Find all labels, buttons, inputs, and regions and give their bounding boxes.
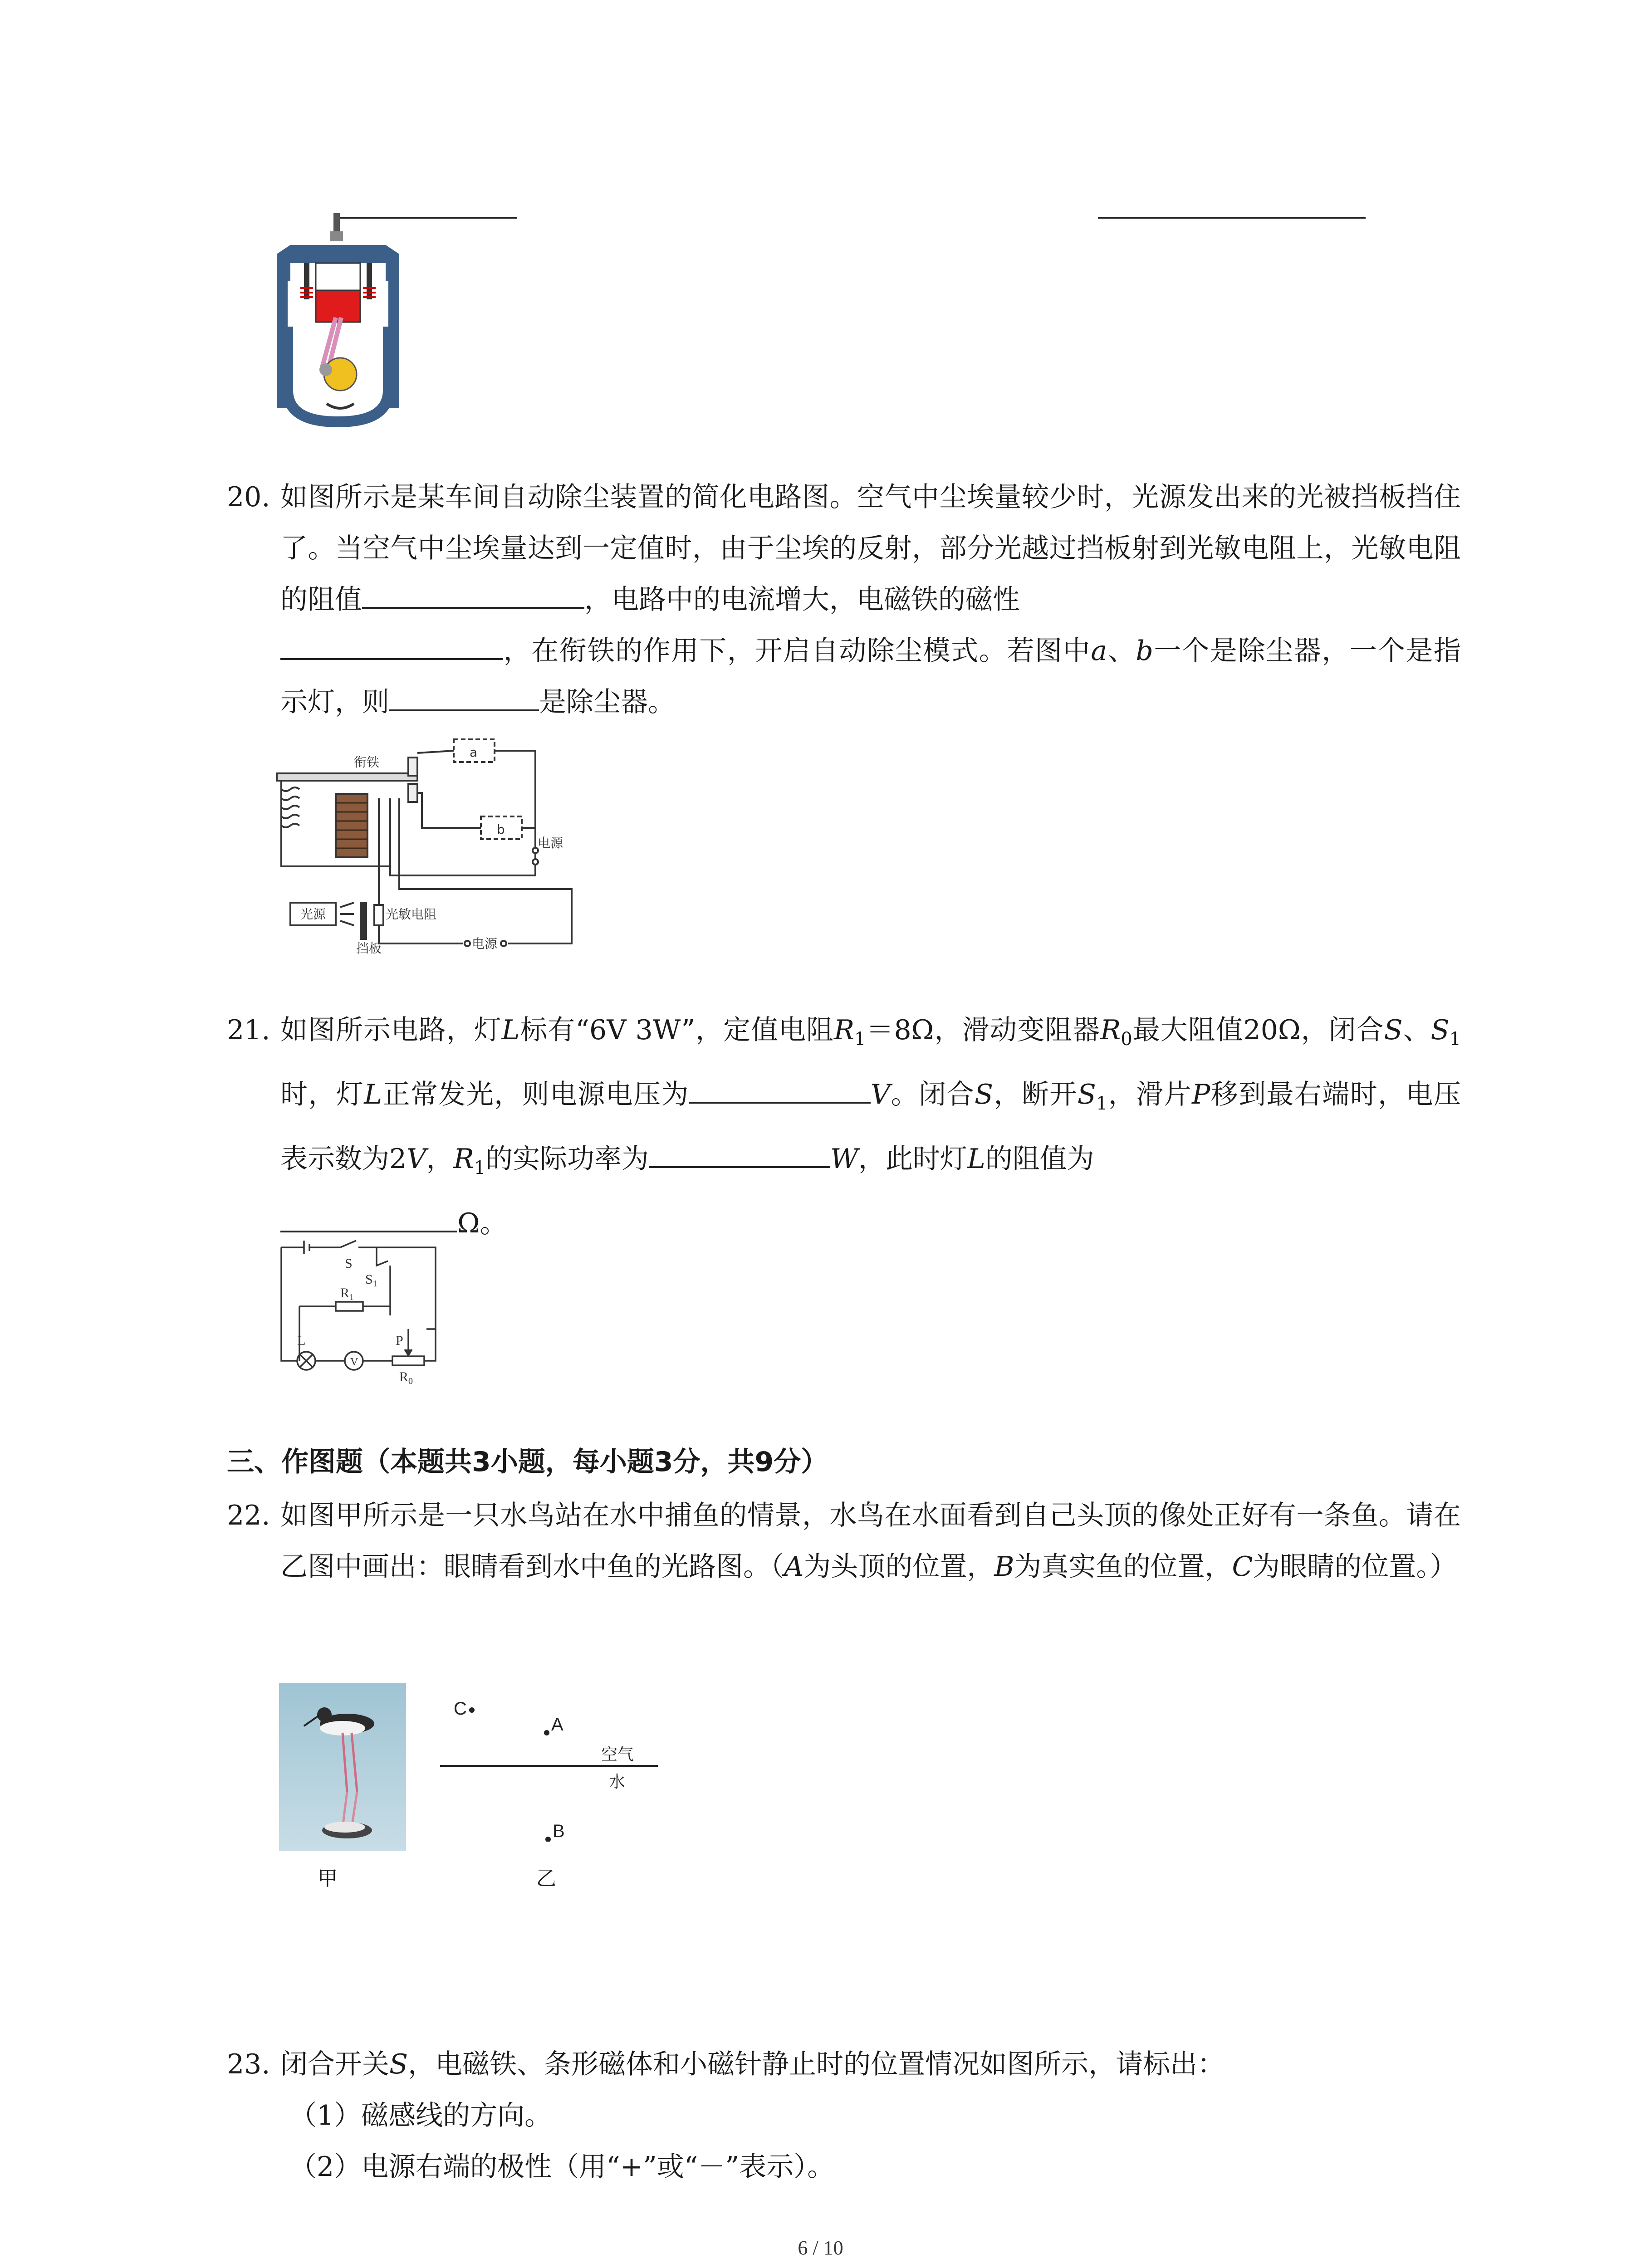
- question-21: [227, 1002, 1461, 1251]
- label-S1: $S_1$: [365, 1272, 377, 1289]
- q20-blank-3[interactable]: [389, 679, 539, 711]
- point-A: [544, 1730, 549, 1735]
- label-ldr: 光敏电阻: [386, 907, 437, 922]
- q21-text: 的实际功率为: [485, 1143, 649, 1175]
- q21-text: ”，定值电阻: [681, 1014, 834, 1046]
- q21-text: Ω。: [457, 1207, 507, 1239]
- q22-var-C: C: [1232, 1551, 1253, 1583]
- label-armature: 衔铁: [354, 755, 380, 770]
- q21-sub: 1: [474, 1158, 486, 1178]
- point-C: [469, 1707, 475, 1713]
- q21-text: 正常发光，则电源电压为: [382, 1079, 689, 1110]
- q21-var-P: P: [1191, 1079, 1210, 1110]
- q21-text: 时，灯: [280, 1079, 364, 1110]
- q21-text: ，断开: [993, 1079, 1078, 1110]
- question-number: 22.: [227, 1500, 270, 1531]
- label-a: a: [470, 745, 478, 760]
- q22-var-B: B: [994, 1551, 1014, 1583]
- q22-caption-jia: 甲: [318, 1867, 338, 1890]
- label-power-2: 电源: [472, 936, 498, 951]
- q21-unit-V: V: [407, 1143, 426, 1175]
- question-number: 20.: [227, 481, 270, 513]
- q21-text: 的阻值为: [985, 1143, 1094, 1175]
- q21-text: 标有“: [519, 1014, 590, 1046]
- point-B: [545, 1837, 551, 1842]
- label-water: 水: [609, 1772, 626, 1791]
- q23-text: ，电磁铁、条形磁体和小磁针静止时的位置情况如图所示，请标出：: [408, 2048, 1225, 2080]
- q20-text: 一个是除尘器，一个是指示灯，则: [280, 635, 1461, 718]
- q21-text: 如图所示电路，灯: [280, 1014, 502, 1046]
- q23-item-1: （1）磁感线的方向。: [289, 2100, 552, 2131]
- label-P: P: [396, 1333, 403, 1348]
- question-20: [227, 472, 1461, 728]
- q21-sub: 1: [854, 1029, 866, 1050]
- label-R0: $R_0$: [399, 1369, 413, 1386]
- q21-var-S: S: [974, 1079, 994, 1110]
- q20-text: ，在衔铁的作用下，开启自动除尘模式。若图中: [503, 635, 1091, 667]
- label-baffle: 挡板: [356, 941, 382, 956]
- q20-var-a: a: [1091, 635, 1107, 667]
- q21-text: ，: [426, 1143, 454, 1175]
- q21-var-R1: R: [833, 1014, 855, 1046]
- question-23: [227, 2039, 1461, 2193]
- label-V: V: [350, 1356, 358, 1368]
- q21-text: 最大阻值20Ω，闭合: [1132, 1014, 1384, 1046]
- q21-text: ，此时灯: [858, 1143, 967, 1175]
- q20-text: ，电路中的电流增大，电磁铁的磁性: [584, 584, 1020, 616]
- q21-var-R1: R: [453, 1143, 474, 1175]
- q21-sub: 1: [1096, 1093, 1108, 1114]
- question-number: 21.: [227, 1014, 270, 1046]
- q21-var-S1: S: [1430, 1014, 1450, 1046]
- section-3-title: 三、作图题（本题共3小题，每小题3分，共9分）: [227, 1446, 828, 1478]
- q21-spec-voltage: 6V: [589, 1014, 627, 1046]
- q21-var-L: L: [967, 1143, 985, 1175]
- q21-sub: 1: [1449, 1029, 1461, 1050]
- q19-engine-figure: [272, 213, 404, 431]
- q21-var-S: S: [1384, 1014, 1403, 1046]
- q21-var-L: L: [501, 1014, 520, 1046]
- label-light-source: 光源: [300, 907, 326, 922]
- q23-var-S: S: [389, 2048, 408, 2080]
- q21-unit-V: V: [871, 1079, 891, 1110]
- q22-caption-yi: 乙: [536, 1867, 556, 1890]
- q21-blank-power[interactable]: [649, 1136, 830, 1168]
- q22-bird-photo: [279, 1683, 406, 1851]
- q20-text: 是除尘器。: [539, 686, 675, 718]
- label-L: L: [297, 1333, 306, 1348]
- q21-var-S1: S: [1077, 1079, 1096, 1110]
- q20-var-b: b: [1136, 635, 1153, 667]
- q22-text: 如图甲所示是一只水鸟站在水中捕鱼的情景，水鸟在水面看到自己头顶的像处正好有一条鱼。请在乙图中画出：眼睛看到水中鱼的光路图。（: [280, 1500, 1461, 1583]
- q21-text: ＝8Ω，滑动变阻器: [866, 1014, 1101, 1046]
- q22-text: 为头顶的位置，: [803, 1551, 994, 1583]
- q23-text: 闭合开关: [280, 2048, 389, 2080]
- q21-spec-power: 3W: [635, 1014, 681, 1046]
- label-b: b: [497, 822, 505, 837]
- label-R1: $R_1$: [340, 1286, 354, 1302]
- q21-text: 移到最右端时，电压表示数为2: [280, 1079, 1461, 1175]
- label-power-1: 电源: [538, 836, 563, 850]
- label-S: S: [345, 1256, 353, 1271]
- q20-blank-2[interactable]: [280, 628, 503, 660]
- q19-answer-blank-right[interactable]: [1098, 217, 1366, 219]
- q21-text: ，滑片: [1107, 1079, 1192, 1110]
- q21-text: 。闭合: [890, 1079, 975, 1110]
- q21-unit-W: W: [830, 1143, 858, 1175]
- label-air: 空气: [601, 1745, 634, 1764]
- q21-sub: 0: [1121, 1029, 1132, 1050]
- question-number: 23.: [227, 2048, 270, 2080]
- engine-piston: [316, 290, 360, 322]
- question-22: [227, 1490, 1461, 1593]
- q22-var-A: A: [784, 1551, 804, 1583]
- point-B-label: B: [553, 1821, 565, 1841]
- q20-text: 、: [1107, 635, 1136, 667]
- q21-var-R0: R: [1100, 1014, 1121, 1046]
- page-number: 6 / 10: [798, 2237, 843, 2259]
- q21-circuit-figure: [277, 1225, 449, 1393]
- q20-text: 如图所示是某车间自动除尘装置的简化电路图。空气中尘埃量较少时，光源发出来的光被挡板挡住了。当空气中尘埃量达到一定值时，由于尘埃的反射，部分光越过挡板射到光敏电阻上，光敏电阻的阻值: [280, 481, 1461, 616]
- q22-text: 为真实鱼的位置，: [1014, 1551, 1232, 1583]
- q22-diagram-yi: [431, 1687, 667, 1842]
- q20-blank-1[interactable]: [362, 577, 584, 609]
- point-C-label: C: [454, 1699, 467, 1719]
- q20-circuit-figure: [272, 730, 590, 957]
- point-A-label: A: [551, 1715, 563, 1735]
- q21-var-L: L: [364, 1079, 382, 1110]
- q21-blank-voltage[interactable]: [689, 1072, 871, 1104]
- q21-text: 、: [1402, 1014, 1431, 1046]
- q22-text: 为眼睛的位置。）: [1253, 1551, 1457, 1583]
- q23-item-2: （2）电源右端的极性（用“+”或“－”表示）。: [289, 2151, 835, 2183]
